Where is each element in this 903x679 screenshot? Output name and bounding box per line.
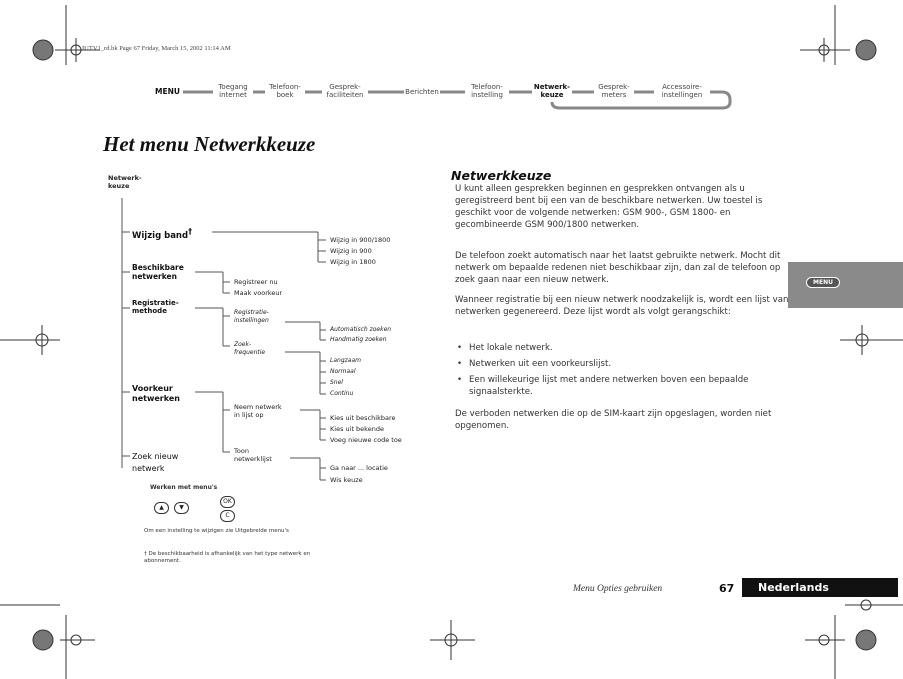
key-ok-icon: OK bbox=[220, 496, 235, 508]
tree-zoek-nieuw: Zoek nieuw netwerk bbox=[132, 452, 179, 473]
paragraph-4: De verboden netwerken die op de SIM-kaart zijn opgeslagen, worden niet opgenomen. bbox=[455, 409, 772, 431]
tree-beschikbare: Beschikbare netwerken bbox=[132, 263, 184, 281]
section-heading: Netwerkkeuze bbox=[451, 168, 552, 183]
tree-registratie: Registratie- methode bbox=[132, 299, 179, 315]
tree-ga-naar: Ga naar ... locatie bbox=[330, 464, 388, 472]
tree-registratie-inst: Registratie- instellingen bbox=[234, 309, 269, 324]
bullet-3: • Een willekeurige lijst met andere netwerken boven een bepaalde signaalsterkte. bbox=[455, 374, 789, 398]
paragraph-3: Wanneer registratie bij een nieuw netwerk noodzakelijk is, wordt een lijst van netwerken gegenereerd. Deze lijst wordt als volgt gerangschikt: bbox=[455, 295, 789, 317]
nav-item-gesprekmeters[interactable]: Gesprek- meters bbox=[594, 83, 634, 99]
dagger-mark: † bbox=[188, 227, 193, 236]
tree-snel: Snel bbox=[330, 379, 343, 386]
legend-note: Om een instelling te wijzigen zie Uitgebreide menu's bbox=[144, 528, 289, 534]
key-up-icon: ▲ bbox=[154, 502, 169, 514]
tree-wijzig-band: Wijzig band† bbox=[132, 227, 193, 241]
nav-item-telefooninstelling[interactable]: Telefoon- instelling bbox=[465, 83, 509, 99]
tree-band-opt-1: Wijzig in 900/1800 bbox=[330, 236, 391, 244]
key-c-icon: C bbox=[220, 510, 235, 522]
nav-item-accessoire[interactable]: Accessoire- instellingen bbox=[654, 83, 710, 99]
tree-langzaam: Langzaam bbox=[330, 357, 361, 364]
print-slug: IUTV1_rd.bk Page 67 Friday, March 15, 2002 11:14 AM bbox=[82, 45, 231, 52]
tree-maak-voorkeur: Maak voorkeur bbox=[234, 289, 283, 297]
tree-kies-bekende: Kies uit bekende bbox=[330, 425, 384, 433]
nav-menu[interactable]: MENU bbox=[152, 88, 183, 96]
language-bar: Nederlands bbox=[742, 578, 898, 597]
nav-item-telefoonboek[interactable]: Telefoon- boek bbox=[265, 83, 305, 99]
menu-badge-icon: MENU bbox=[806, 277, 840, 288]
bullet-2: • Netwerken uit een voorkeurslijst. bbox=[455, 358, 789, 370]
legend-title: Werken met menu's bbox=[150, 484, 218, 491]
bullet-1: • Het lokale netwerk. bbox=[455, 342, 789, 354]
footnote-dagger: † De beschikbaarheid is afhankelijk van het type netwerk en abonnement. bbox=[144, 551, 311, 564]
page-number: 67 bbox=[719, 582, 735, 595]
tree-registreer-nu: Registreer nu bbox=[234, 278, 278, 286]
page-title: Het menu Netwerkkeuze bbox=[103, 132, 316, 156]
paragraph-1: U kunt alleen gesprekken beginnen en gesprekken ontvangen als u geregistreerd bent bij een van de beschikbare netwerken. Uw toestel is geschikt voor de volgende netwerken: GSM 900-, GSM 1800- en gecombineerde GSM 900/1800 netwerken. bbox=[455, 184, 763, 230]
tree-wis-keuze: Wis keuze bbox=[330, 476, 363, 484]
tree-continu: Continu bbox=[330, 390, 354, 397]
tree-voorkeur: Voorkeur netwerken bbox=[132, 384, 180, 403]
tree-handmatig: Handmatig zoeken bbox=[330, 336, 387, 343]
key-down-icon: ▼ bbox=[174, 502, 189, 514]
footer-section-name: Menu Opties gebruiken bbox=[573, 584, 663, 594]
nav-item-berichten[interactable]: Berichten bbox=[405, 88, 439, 96]
tree-root: Netwerk- keuze bbox=[108, 174, 142, 190]
tree-band-opt-2: Wijzig in 900 bbox=[330, 247, 372, 255]
tree-toon-lijst: Toon netwerklijst bbox=[234, 447, 272, 463]
tree-kies-beschikbare: Kies uit beschikbare bbox=[330, 414, 396, 422]
tree-neem-netwerk: Neem netwerk in lijst op bbox=[234, 403, 282, 419]
nav-item-netwerkkeuze[interactable]: Netwerk- keuze bbox=[533, 83, 571, 99]
paragraph-2: De telefoon zoekt automatisch naar het laatst gebruikte netwerk. Mocht dit netwerk om bepaalde redenen niet beschikbaar zijn, dan zal de telefoon op zoek gaan naar een nieuw netwerk. bbox=[455, 251, 781, 285]
tree-normaal: Normaal bbox=[330, 368, 356, 375]
nav-item-gesprekfaciliteiten[interactable]: Gesprek- faciliteiten bbox=[322, 83, 368, 99]
tree-automatisch: Automatisch zoeken bbox=[330, 326, 392, 333]
tree-voeg-code: Voeg nieuwe code toe bbox=[330, 436, 402, 444]
nav-item-toegang-internet[interactable]: Toegang internet bbox=[213, 83, 253, 99]
tree-zoekfrequentie: Zoek- frequentie bbox=[234, 341, 266, 356]
side-tab bbox=[788, 262, 903, 308]
legend-keys bbox=[150, 496, 240, 526]
tree-band-opt-3: Wijzig in 1800 bbox=[330, 258, 376, 266]
